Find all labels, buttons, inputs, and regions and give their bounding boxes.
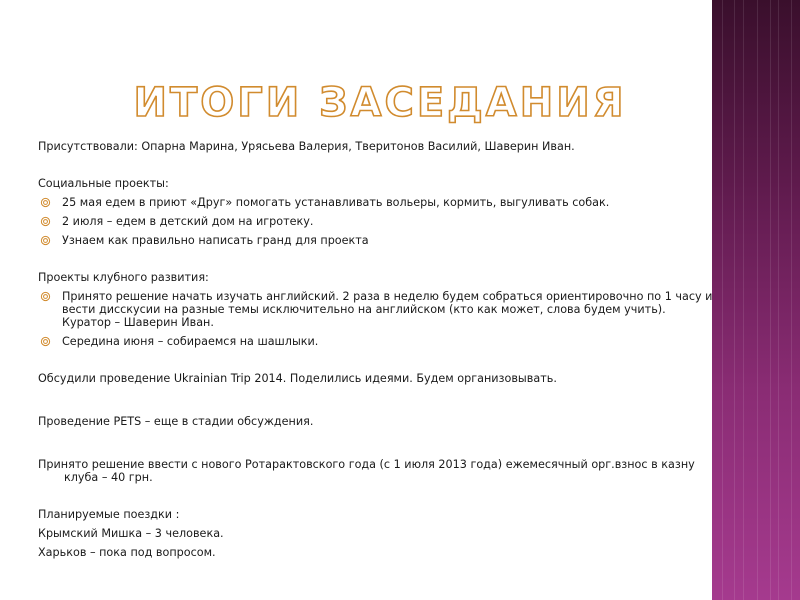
- slide-content: [38, 140, 718, 565]
- trip-line: Крымский Мишка – 3 человека.: [38, 527, 224, 540]
- bullet-icon: [40, 336, 52, 348]
- attendance-line: Присутствовали: Опарна Марина, Урясьева Валерия, Тверитонов Василий, Шаверин Иван.: [38, 140, 575, 153]
- slide-title: ИТОГИ ЗАСЕДАНИЯ: [133, 80, 627, 126]
- bullet-icon: [40, 235, 52, 247]
- social-projects-heading: Социальные проекты:: [38, 177, 169, 190]
- pets-line: Проведение PETS – еще в стадии обсуждения.: [38, 415, 314, 428]
- trip-line: Харьков – пока под вопросом.: [38, 546, 216, 559]
- planned-trips-heading: Планируемые поездки :: [38, 508, 180, 521]
- fee-line: Принято решение ввести с нового Ротарактовского года (с 1 июля 2013 года) ежемесячный орг.взнос в казну клуба – 40 грн.: [38, 458, 695, 484]
- bullet-icon: [40, 197, 52, 209]
- list-item: Принято решение начать изучать английский. 2 раза в неделю будем собраться ориентировочно по 1 часу и вести дисскусии на разные темы исключительно на английском (кто как может, слова будем учить). Куратор – Шаверин Иван.: [38, 290, 718, 329]
- list-item: Середина июня – собираемся на шашлыки.: [38, 335, 718, 348]
- list-item: 25 мая едем в приют «Друг» помогать устанавливать вольеры, кормить, выгуливать собак.: [38, 196, 718, 209]
- bullet-icon: [40, 216, 52, 228]
- bullet-icon: [40, 291, 52, 303]
- list-item: Узнаем как правильно написать гранд для проекта: [38, 234, 718, 247]
- list-item: 2 июля – едем в детский дом на игротеку.: [38, 215, 718, 228]
- club-projects-heading: Проекты клубного развития:: [38, 271, 209, 284]
- ukrainian-trip-line: Обсудили проведение Ukrainian Trip 2014. Поделились идеями. Будем организовывать.: [38, 372, 557, 385]
